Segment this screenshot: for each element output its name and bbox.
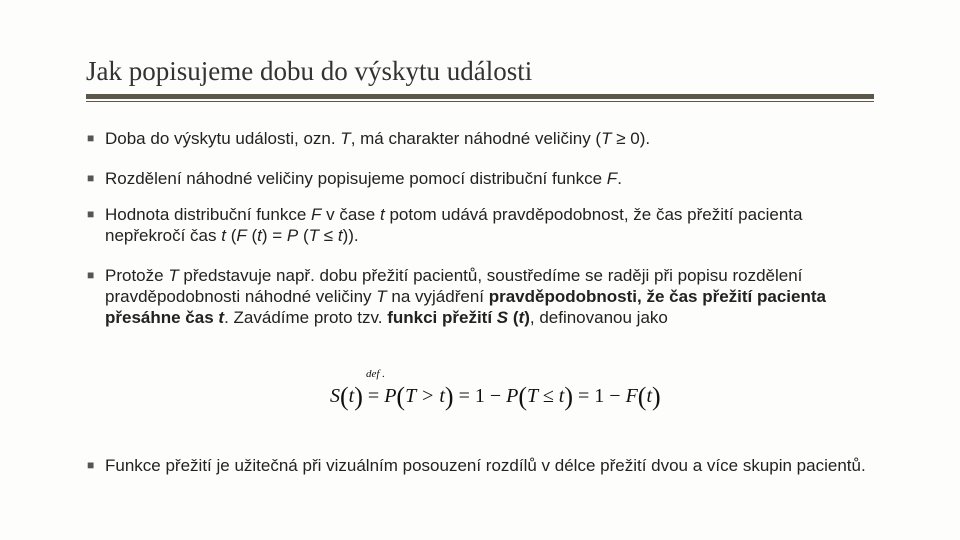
text: potom udává pravděpodobnost, že čas přežití pacienta nepřekročí čas (105, 205, 803, 245)
var: T (340, 129, 351, 148)
bold-text: funkci přežití (387, 308, 497, 327)
var: P (286, 226, 299, 245)
formula-p: P (384, 385, 397, 407)
text: na vyjádření (386, 287, 489, 306)
text: ( (298, 226, 309, 245)
text: ≤ (319, 226, 338, 245)
square-bullet-icon: ■ (87, 268, 95, 282)
title-rule-thick (86, 94, 874, 99)
text: představuje např. dobu přežití pacientů, soustředíme se raději při popisu rozdělení pravděpodobnosti náhodné veličiny (105, 266, 803, 306)
var: F (311, 205, 322, 224)
text: Funkce přežití je užitečná při vizuálním posouzení rozdílů v délce přežití dvou a více skupin pacientů. (105, 456, 866, 475)
var: F (606, 169, 618, 188)
var: T (601, 129, 612, 148)
text: Hodnota distribuční funkce (105, 205, 312, 224)
square-bullet-icon: ■ (87, 171, 95, 185)
var: t (380, 205, 385, 224)
text: Protože (105, 266, 169, 285)
formula-eq: = (362, 385, 385, 407)
bullet-list-2 (86, 455, 866, 476)
bold-text: ( (508, 308, 519, 327)
square-bullet-icon: ■ (87, 207, 95, 221)
bullet-item-5 (86, 455, 866, 476)
slide-title: Jak popisujeme dobu do výskytu události (86, 56, 533, 86)
text: . Zavádíme proto tzv. (224, 308, 388, 327)
text: Rozdělení náhodné veličiny popisujeme pomocí distribuční funkce (105, 169, 607, 188)
square-bullet-icon: ■ (87, 131, 95, 145)
var: F (236, 226, 247, 245)
text: v čase (321, 205, 380, 224)
formula-t: t (348, 385, 355, 407)
formula-def-label: def . (366, 368, 385, 380)
text: Doba do výskytu události, ozn. (105, 129, 341, 148)
var: t (257, 226, 262, 245)
formula-p: P (506, 385, 519, 407)
formula-eq: = 1 − (573, 385, 626, 407)
text: ( (246, 226, 258, 245)
formula-t: t (646, 385, 653, 407)
formula-f: F (625, 385, 638, 407)
bullet-item-3 (86, 204, 866, 246)
bold-text: pravděpodobnosti, že čas přežití pacienta přesáhne čas (105, 287, 826, 327)
bullet-item-4 (86, 265, 866, 328)
text: , definovanou jako (529, 308, 668, 327)
text: ) = (261, 226, 287, 245)
formula-p2-body: T ≤ t (527, 385, 565, 407)
bullet-item-2 (86, 168, 866, 189)
var: T (376, 287, 387, 306)
formula-s: S (330, 385, 340, 407)
var: t (221, 226, 226, 245)
bullet-item-1 (86, 128, 866, 149)
formula-p1-body: T > t (405, 385, 445, 407)
var: T (168, 266, 179, 285)
var: t (218, 308, 225, 327)
formula-eq: = 1 − (453, 385, 507, 407)
text: ( (225, 226, 237, 245)
text: )). (342, 226, 359, 245)
square-bullet-icon: ■ (87, 458, 95, 472)
var: S (496, 308, 509, 327)
text: , má charakter náhodné veličiny ( (350, 129, 602, 148)
title-rule-thin (86, 101, 874, 102)
text: ≥ 0). (611, 129, 651, 148)
bold-text: ) (524, 308, 530, 327)
text: . (617, 169, 622, 188)
var: T (308, 226, 320, 245)
bullet-list (86, 128, 866, 328)
var: t (518, 308, 525, 327)
var: t (337, 226, 343, 245)
